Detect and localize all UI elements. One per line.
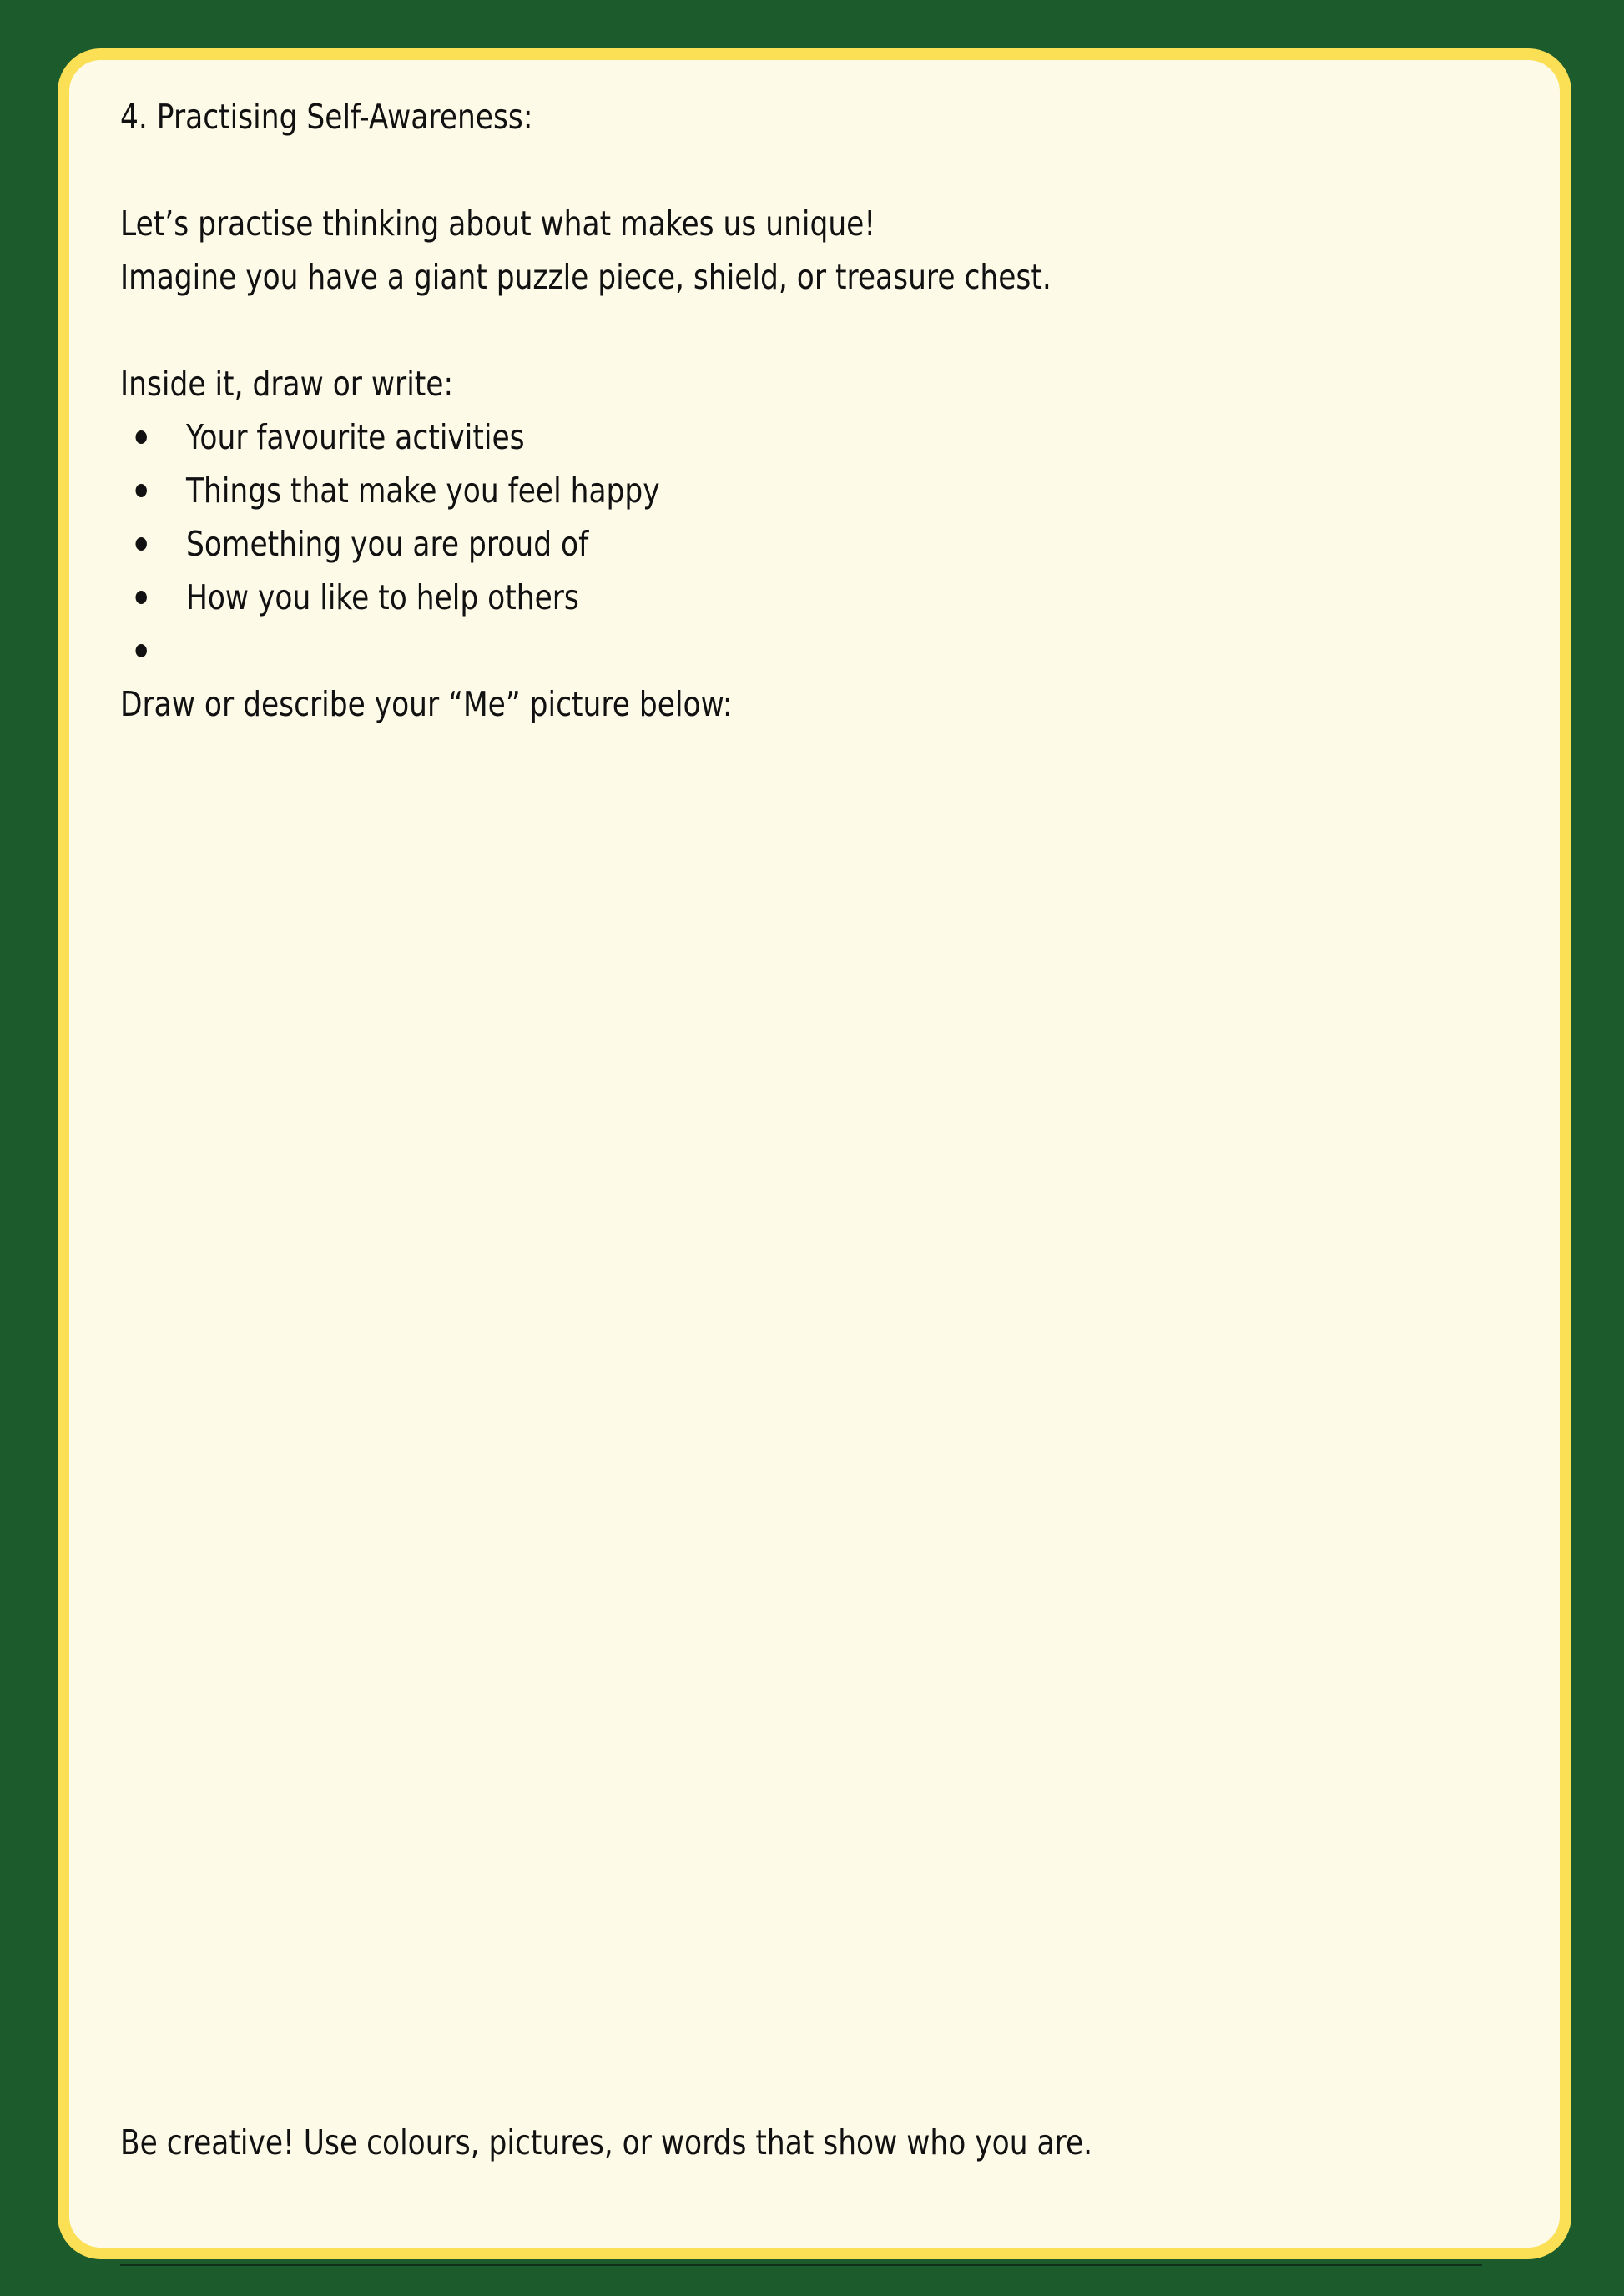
bullet-icon	[135, 484, 146, 497]
list-item-label: Things that make you feel happy	[185, 471, 660, 511]
list-item	[120, 410, 1298, 464]
bottom-divider	[120, 2264, 1482, 2266]
bullet-icon	[135, 591, 146, 604]
draw-prompt: Draw or describe your “Me” picture below:	[120, 684, 733, 724]
section-heading: 4. Practising Self-Awareness:	[120, 97, 533, 137]
footer-note: Be creative! Use colours, pictures, or words that show who you are.	[120, 2122, 1093, 2163]
list-item	[120, 464, 1298, 517]
spacer	[120, 144, 1298, 197]
spacer	[120, 304, 1298, 357]
list-item-label: Something you are proud of	[185, 524, 589, 564]
list-item	[120, 624, 1298, 677]
list-item	[120, 571, 1298, 624]
intro-line: Imagine you have a giant puzzle piece, shield, or treasure chest.	[120, 257, 1052, 297]
prompt-list	[120, 410, 1298, 677]
instruction-text: Inside it, draw or write:	[120, 364, 454, 404]
list-item	[120, 517, 1298, 571]
intro-line: Let’s practise thinking about what makes us unique!	[120, 204, 876, 244]
bullet-icon	[135, 537, 146, 551]
list-item-label: How you like to help others	[185, 577, 579, 617]
bullet-icon	[135, 430, 146, 444]
worksheet-content	[120, 90, 1298, 731]
bullet-icon	[135, 644, 146, 657]
list-item-label: Your favourite activities	[185, 417, 525, 457]
